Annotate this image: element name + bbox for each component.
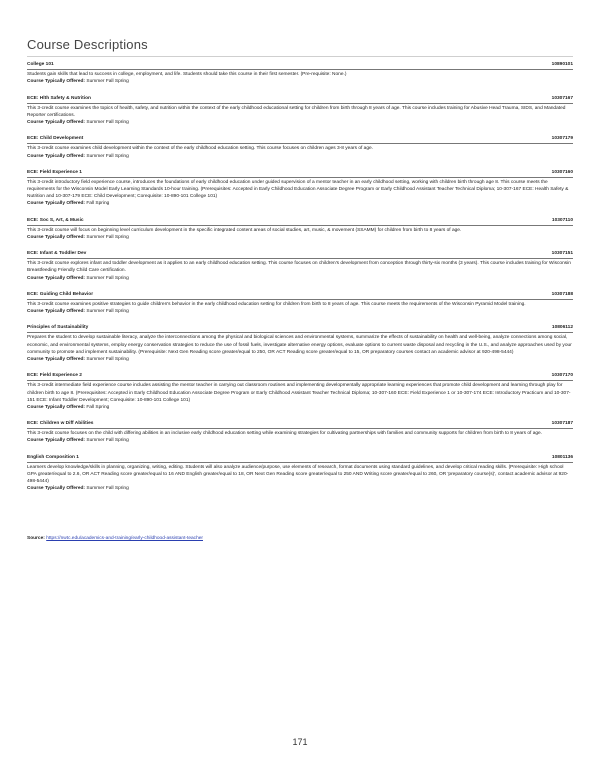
offered-label: Course Typically Offered: (27, 404, 86, 410)
offered-label: Course Typically Offered: (27, 486, 86, 492)
course-entry (27, 373, 573, 411)
offered-terms: Fall Spring (86, 201, 110, 207)
course-entry (27, 62, 573, 86)
course-code: 10801136 (551, 454, 573, 460)
course-description: This 3-credit course examines child development within the context of the early childhood education setting. This course focuses on children ages 3-8 years of age. (27, 146, 374, 152)
course-code: 10307187 (551, 421, 573, 427)
source-link[interactable]: https://nwtc.edu/academics-and-training/early-childhood-assistant-teacher (46, 536, 203, 541)
course-divider (27, 225, 573, 226)
course-offered (27, 356, 573, 363)
course-name: ECE: Child Development (27, 136, 84, 142)
offered-label: Course Typically Offered: (27, 234, 86, 240)
course-header (27, 218, 573, 225)
course-header (27, 373, 573, 380)
course-name: ECE: Infant & Toddler Dev (27, 251, 87, 257)
offered-label: Course Typically Offered: (27, 275, 86, 281)
course-description: Students gain skills that lead to success in college, employment, and life. Students should take this course in their first semester. (Pre-requisite: None.) (27, 72, 347, 78)
course-divider (27, 462, 573, 463)
course-name: ECE: Hlth Safety & Nutrition (27, 95, 91, 101)
offered-label: Course Typically Offered: (27, 153, 86, 159)
offered-terms: Summer Fall Spring (86, 234, 129, 240)
course-divider (27, 332, 573, 333)
course-divider (27, 380, 573, 381)
source-line (27, 536, 203, 541)
course-divider (27, 428, 573, 429)
offered-terms: Summer Fall Spring (86, 309, 129, 315)
course-header (27, 292, 573, 299)
course-offered (27, 308, 573, 315)
course-name: College 101 (27, 62, 54, 67)
course-entry (27, 96, 573, 127)
offered-label: Course Typically Offered: (27, 79, 86, 85)
course-offered (27, 153, 573, 160)
title-divider (27, 56, 573, 57)
course-name: ECE: Children w Diff Abilities (27, 421, 94, 427)
course-header (27, 62, 573, 69)
source-label: Source: (27, 536, 45, 541)
course-code: 10307151 (551, 251, 573, 257)
course-name: ECE: Field Experience 1 (27, 169, 82, 175)
course-offered (27, 78, 573, 85)
course-description: This 3-credit course will focus on beginning level curriculum development in the specific integrated content areas of social studies, art, music, & movement (SSAMM) for children from birth to 8 years of age. (27, 227, 462, 233)
course-divider (27, 103, 573, 104)
course-description: This 3-credit intermediate field experience course includes assisting the mentor teacher in carrying out classroom routines and implementing developmentally appropriate learning experiences that promote child development and learning through play for children birth to age 8. (Prerequisites: Accepted in Early Childhood Education Associate Degree Program or Early Childhood Assistant Teacher Technical Diploma; 10-307-160 ECE: Field Experience 1 or 10-307-174 ECE: Introductory Practicum and 10-307-151 ECE: Infant Toddler Development; Corequisite: 10-890-101 College 101) (27, 383, 571, 403)
offered-terms: Summer Fall Spring (86, 120, 129, 125)
course-offered (27, 485, 573, 492)
offered-label: Course Typically Offered: (27, 309, 86, 315)
course-name: ECE: Field Experience 2 (27, 373, 82, 379)
offered-label: Course Typically Offered: (27, 120, 86, 125)
course-header (27, 421, 573, 428)
course-offered (27, 234, 573, 241)
course-offered (27, 437, 573, 444)
course-entry (27, 170, 573, 208)
course-code: 10307188 (551, 291, 573, 297)
offered-label: Course Typically Offered: (27, 438, 86, 444)
course-description: This 3-credit course focuses on the child with differing abilities in an inclusive early childhood education setting while examining strategies for cultivating partnerships with families and community supports for children from birth to 8 years of age. (27, 431, 543, 437)
document-page (27, 0, 573, 776)
offered-label: Course Typically Offered: (27, 357, 86, 363)
course-description: Prepares the student to develop sustainable literacy, analyze the interconnections among the physical and biological sciences and environmental systems, summarize the effects of sustainability on health and well-being, analyze connections among social, economic, and environmental systems, employ energy conservation strategies to reduce the use of fossil fuels, investigate alternative energy options, evaluate options to current waste disposal and recycling in the U.S., and analyze approaches used by your community to promote and implement sustainability. (Prerequisite: Next Gen Reading score greater/equal to 250, OR ACT Reading score greater/equal to 15, OR preparatory courses contact an academic advisor at 920-498-5444) (27, 335, 572, 355)
course-entry (27, 292, 573, 316)
course-code: 10307170 (551, 373, 573, 379)
course-code: 10307110 (551, 217, 573, 223)
course-entry (27, 251, 573, 282)
course-description: This 3-credit course examines positive strategies to guide children's behavior in the early childhood education setting for children from birth to 8 years of age. This course meets the requirements of the Wisconsin Pyramid Model training. (27, 301, 526, 307)
offered-terms: Summer Fall Spring (86, 79, 129, 85)
course-description: Learners develop knowledge/skills in planning, organizing, writing, editing. Students will also analyze audience/purpose, use elements of research, format documents using standard guidelines, and develop critical reading skills. (Prerequisite: High school GPA greater/equal to 2.6, OR ACT Reading score greater/equal to 16 AND English greater/equal to 18, OR Next Gen Reading score greater/equal to 250 AND Writing score greater/equal to 260, OR 'preparatory course(s)', contact academic advisor at 920-498-5444) (27, 464, 569, 485)
course-header (27, 455, 573, 462)
course-offered (27, 404, 573, 411)
offered-terms: Summer Fall Spring (86, 275, 129, 281)
course-entry (27, 325, 573, 363)
offered-terms: Summer Fall Spring (86, 438, 129, 444)
course-name: ECE: Soc S, Art, & Music (27, 217, 84, 223)
course-entry (27, 455, 573, 493)
course-offered (27, 119, 573, 126)
course-header (27, 136, 573, 143)
offered-label: Course Typically Offered: (27, 201, 86, 207)
course-offered (27, 200, 573, 207)
course-description: This 3-credit course examines the topics of health, safety, and nutrition within the context of the early childhood educational setting for children from birth through 8 years of age. This course includes training for Abusive Head Trauma, SIDS, and Mandated Reporter certifications. (27, 105, 566, 118)
course-name: English Composition 1 (27, 454, 79, 460)
course-header (27, 170, 573, 177)
course-code: 10806112 (551, 325, 573, 331)
course-name: Principles of Sustainability (27, 325, 89, 331)
course-header (27, 251, 573, 258)
course-entry (27, 136, 573, 160)
course-code: 10307160 (551, 169, 573, 175)
offered-terms: Summer Fall Spring (86, 486, 129, 492)
course-description: This 3-credit course explores infant and toddler development as it applies to an early childhood education setting. This course focuses on children's development from conception through thirty-six months (3 years). This course includes training for Wisconsin Breastfeeding Friendly Child Care certification. (27, 261, 571, 274)
course-code: 10307179 (551, 136, 573, 142)
page-number: 171 (292, 737, 308, 747)
course-divider (27, 177, 573, 178)
course-name: ECE: Guiding Child Behavior (27, 291, 94, 297)
course-divider (27, 69, 573, 70)
course-divider (27, 143, 573, 144)
course-divider (27, 299, 573, 300)
offered-terms: Summer Fall Spring (86, 153, 129, 159)
course-code: 10307167 (551, 95, 573, 101)
course-code: 10890101 (551, 62, 573, 67)
course-header (27, 325, 573, 332)
course-header (27, 96, 573, 103)
page-title: Course Descriptions (27, 37, 148, 52)
course-divider (27, 258, 573, 259)
course-entry (27, 421, 573, 445)
offered-terms: Fall Spring (86, 404, 110, 410)
course-offered (27, 275, 573, 282)
course-entry (27, 218, 573, 242)
course-list (27, 62, 573, 503)
course-description: This 3-credit introductory field experience course, introduces the foundations of early childhood education under guided supervision of a mentor teacher in an early childhood setting, working with children birth through age 8. This course meets the requirements for the Wisconsin Model Early Learning Standards 10-hour training. (Prerequisites: Accepted in Early Childhood Education Associate Degree Program or Early Childhood Assistant Teacher Technical Diploma; 10-307-167 ECE: Health Safety & Nutrition and 10-307-179 ECE: Child Development; Corequisite: 10-890-101 College 101) (27, 179, 569, 200)
offered-terms: Summer Fall Spring (86, 357, 129, 363)
